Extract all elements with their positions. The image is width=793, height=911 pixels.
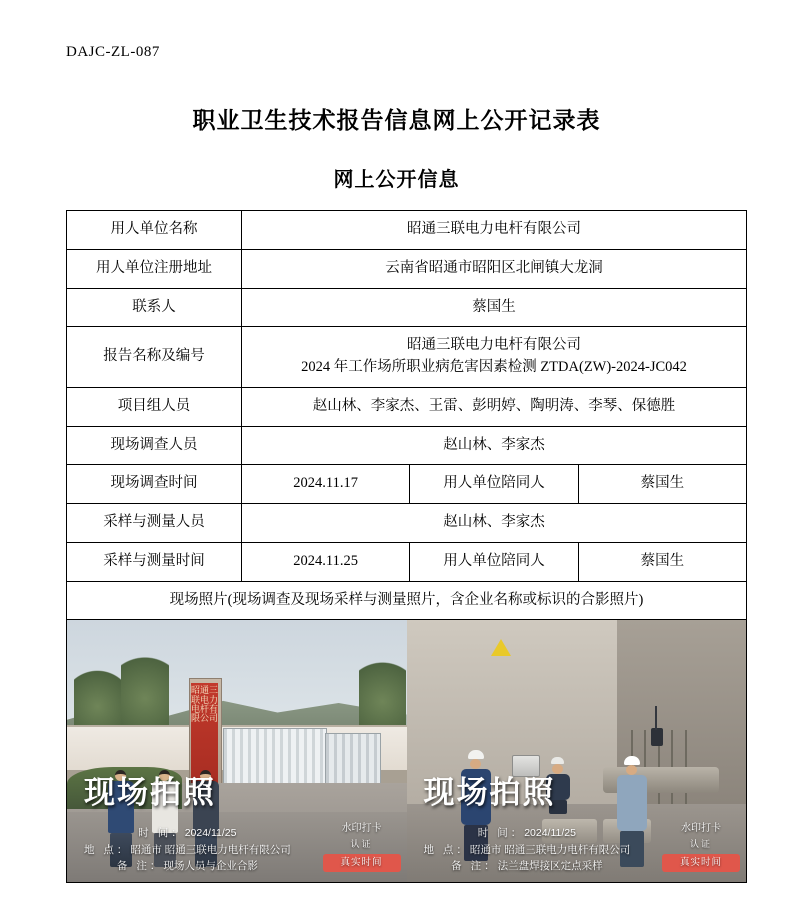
table-row-photos [67,620,747,883]
row-value: 云南省昭通市昭阳区北闸镇大龙洞 [242,249,747,288]
table-row [67,288,747,327]
photo-pair [67,620,746,882]
photo-cell [67,620,747,883]
watermark-stamp-badge: 真实时间 [323,854,401,872]
helmet-icon [624,756,640,765]
warning-triangle [491,639,511,656]
helmet-icon [551,757,564,764]
row-label: 采样与测量时间 [67,542,242,581]
row-value: 蔡国生 [242,288,747,327]
watermark-place-row [423,842,630,858]
watermark-stamp [323,821,401,873]
row-label: 报告名称及编号 [67,327,242,388]
worker-torso [617,775,647,831]
table-row [67,327,747,388]
watermark-time-label: 时 间： [477,827,525,840]
worker-face [626,765,637,775]
table-row [67,387,747,426]
worker-face [470,759,481,769]
watermark-time-row [84,825,291,841]
watermark-place-label: 地 点： [423,843,470,856]
table-row [67,504,747,543]
site-survey-photo [67,620,407,882]
table-row [67,426,747,465]
row-label: 现场调查时间 [67,465,242,504]
company-signboard: 昭通三联电力电杆有限公司 [191,683,218,804]
warning-sign-icon [491,639,513,659]
watermark-place-value: 昭通市 昭通三联电力电杆有限公司 [469,843,631,856]
report-number-line: 2024 年工作场所职业病危害因素检测 ZTDA(ZW)-2024-JC042 [301,359,687,375]
watermark-time-row [423,825,630,841]
sampling-measurement-photo [407,620,747,882]
row-label: 现场调查人员 [67,426,242,465]
row-mid-label: 用人单位陪同人 [410,542,578,581]
row-value [242,327,747,388]
row-value: 赵山林、李家杰、王雷、彭明婷、陶明涛、李琴、保德胜 [242,387,747,426]
watermark-note-value: 法兰盘焊接区定点采样 [497,859,603,872]
factory-gate-second [325,733,381,787]
watermark-details [84,825,291,874]
watermark-stamp [662,821,740,873]
watermark-stamp-line1: 水印打卡 [681,822,721,834]
watermark-stamp-line2: 认证 [350,838,373,849]
page-title: 职业卫生技术报告信息网上公开记录表 [192,108,601,133]
table-row [67,542,747,581]
row-right-value: 蔡国生 [578,542,746,581]
watermark-place-label: 地 点： [83,843,131,856]
row-value: 2024.11.25 [242,542,410,581]
watermark-note-value: 现场人员与企业合影 [163,859,258,872]
row-value: 赵山林、李家杰 [242,504,747,543]
watermark-stamp-line1: 水印打卡 [341,822,382,834]
watermark-time-label: 时 间： [138,827,185,840]
watermark-title: 现场拍照 [83,774,216,810]
row-label: 项目组人员 [67,387,242,426]
measurement-probe [651,728,663,746]
helmet-icon [468,750,484,759]
report-name-line: 昭通三联电力电杆有限公司 [407,337,581,354]
table-row [67,465,747,504]
watermark-title: 现场拍照 [423,774,556,810]
info-table [66,210,747,883]
photo-section-label: 现场照片(现场调查及现场采样与测量照片，含企业名称或标识的合影照片) [67,581,747,620]
watermark-details [423,825,630,874]
watermark-place-value: 昭通市 昭通三联电力电杆有限公司 [130,843,291,856]
watermark-note-row [423,858,630,874]
table-row [67,249,747,288]
row-label: 用人单位注册地址 [67,249,242,288]
page-subtitle: 网上公开信息 [333,169,460,191]
info-table-wrapper [66,210,728,883]
watermark-place-row [84,842,291,858]
table-row [67,211,747,250]
row-mid-label: 用人单位陪同人 [410,465,578,504]
watermark-time-value: 2024/11/25 [524,827,576,840]
row-value: 赵山林、李家杰 [242,426,747,465]
row-label: 联系人 [67,288,242,327]
factory-gate [223,728,327,788]
document-code: DAJC-ZL-087 [66,44,160,60]
watermark-note-label: 备 注： [451,859,498,872]
watermark-note-label: 备 注： [116,859,164,872]
watermark-stamp-line2: 认证 [689,838,712,849]
watermark-note-row [84,858,291,874]
row-value: 2024.11.17 [242,465,410,504]
watermark-time-value: 2024/11/25 [184,827,237,840]
row-value: 昭通三联电力电杆有限公司 [242,211,747,250]
watermark-stamp-badge: 真实时间 [662,854,740,872]
row-label: 采样与测量人员 [67,504,242,543]
row-right-value: 蔡国生 [578,465,746,504]
table-row-photo-header [67,581,747,620]
row-label: 用人单位名称 [67,211,242,250]
